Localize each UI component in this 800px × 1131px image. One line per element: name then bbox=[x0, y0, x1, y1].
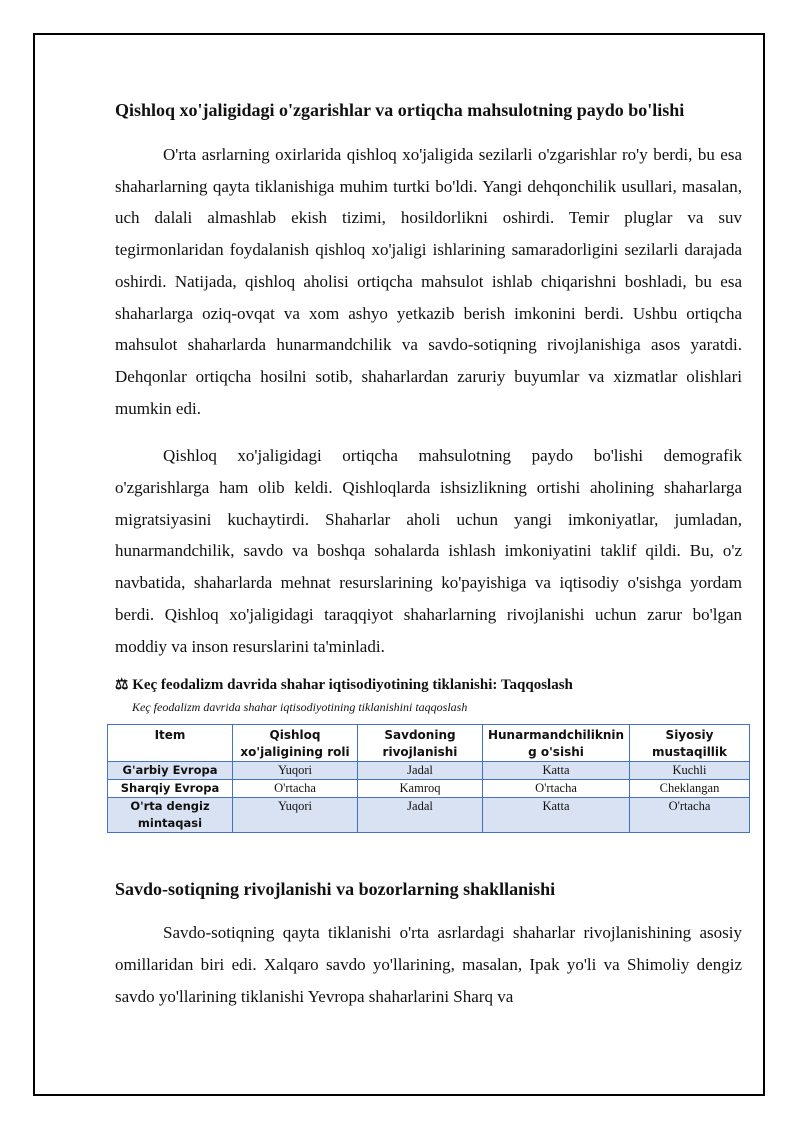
column-header: Item bbox=[108, 725, 233, 762]
row-label: O'rta dengiz mintaqasi bbox=[108, 798, 233, 833]
table-cell: O'rtacha bbox=[233, 780, 358, 798]
table-cell: Jadal bbox=[358, 798, 483, 833]
table-cell: O'rtacha bbox=[483, 780, 630, 798]
scales-icon: ⚖ bbox=[115, 677, 129, 694]
section-title: Qishloq xo'jaligidagi o'zgarishlar va ortiqcha mahsulotning paydo bo'lishi bbox=[115, 100, 685, 120]
table-row bbox=[108, 780, 750, 798]
paragraph: Savdo-sotiqning qayta tiklanishi o'rta asrlardagi shaharlar rivojlanishining asosiy omillaridan biri edi. Xalqaro savdo yo'llarining, masalan, Ipak yo'li va Shimoliy dengiz savdo yo'llarining tiklanishi Yevropa shaharlarini Sharq va bbox=[115, 923, 742, 1006]
table-cell: Katta bbox=[483, 762, 630, 780]
paragraph: Qishloq xo'jaligidagi ortiqcha mahsulotning paydo bo'lishi demografik o'zgarishlarga ham olib keldi. Qishloqlarda ishsizlikning ortishi aholining shaharlarga migratsiyasini kuchaytirdi. Shaharlar aholi uchun yangi imkoniyatlar, jumladan, hunarmandchilik, savdo va boshqa sohalarda ishlash imkoniyatini taklif qildi. Bu, o'z navbatida, shaharlarda mehnat resurslarining ko'payishiga va iqtisodiy o'sishga yordam berdi. Qishloq xo'jaligidagi taraqqiyot shaharlarning rivojlanishi uchun zarur bo'lgan moddiy va inson resurslarini ta'minladi. bbox=[115, 446, 742, 656]
table-cell: Jadal bbox=[358, 762, 483, 780]
row-label: Sharqiy Evropa bbox=[108, 780, 233, 798]
table-row bbox=[108, 798, 750, 833]
column-header: Siyosiy mustaqillik bbox=[630, 725, 750, 762]
comparison-table bbox=[107, 724, 750, 833]
table-cell: Yuqori bbox=[233, 762, 358, 780]
table-cell: Yuqori bbox=[233, 798, 358, 833]
table-caption: Keç feodalizm davrida shahar iqtisodiyotining tiklanishini taqqoslash bbox=[132, 700, 468, 715]
column-header: Qishloq xo'jaligining roli bbox=[233, 725, 358, 762]
paragraph: O'rta asrlarning oxirlarida qishloq xo'jaligida sezilarli o'zgarishlar ro'y berdi, bu esa shaharlarning qayta tiklanishiga muhim turtki bo'ldi. Yangi dehqonchilik usullari, masalan, uch dalali almashlab ekish tizimi, hosildorlikni oshirdi. Temir pluglar va suv tegirmonlaridan foydalanish qishloq xo'jaligi ishlarining samaradorligini sezilarli darajada oshirdi. Natijada, qishloq aholisi ortiqcha mahsulot ishlab chiqarishni boshladi, bu esa shaharlarga oziq-ovqat va xom ashyo yetkazib berish imkonini berdi. Ushbu ortiqcha mahsulot shaharlarda hunarmandchilik va savdo-sotiqning rivojlanishiga asos yaratdi. Dehqonlar ortiqcha hosilni sotib, shaharlardan zaruriy buyumlar va xizmatlar olishlari mumkin edi. bbox=[115, 145, 742, 418]
document-body bbox=[115, 96, 742, 1012]
column-header: Savdoning rivojlanishi bbox=[358, 725, 483, 762]
table-cell: Katta bbox=[483, 798, 630, 833]
table-heading-text: Keç feodalizm davrida shahar iqtisodiyotining tiklanishi: Taqqoslash bbox=[132, 677, 573, 694]
row-label: G'arbiy Evropa bbox=[108, 762, 233, 780]
table-header-row bbox=[108, 725, 750, 762]
column-header: Hunarmandchiliknin g o'sishi bbox=[483, 725, 630, 762]
table-cell: Kamroq bbox=[358, 780, 483, 798]
table-cell: O'rtacha bbox=[630, 798, 750, 833]
table-cell: Cheklangan bbox=[630, 780, 750, 798]
table-row bbox=[108, 762, 750, 780]
table-heading bbox=[115, 674, 742, 696]
table-cell: Kuchli bbox=[630, 762, 750, 780]
section-title: Savdo-sotiqning rivojlanishi va bozorlarning shakllanishi bbox=[115, 879, 556, 900]
